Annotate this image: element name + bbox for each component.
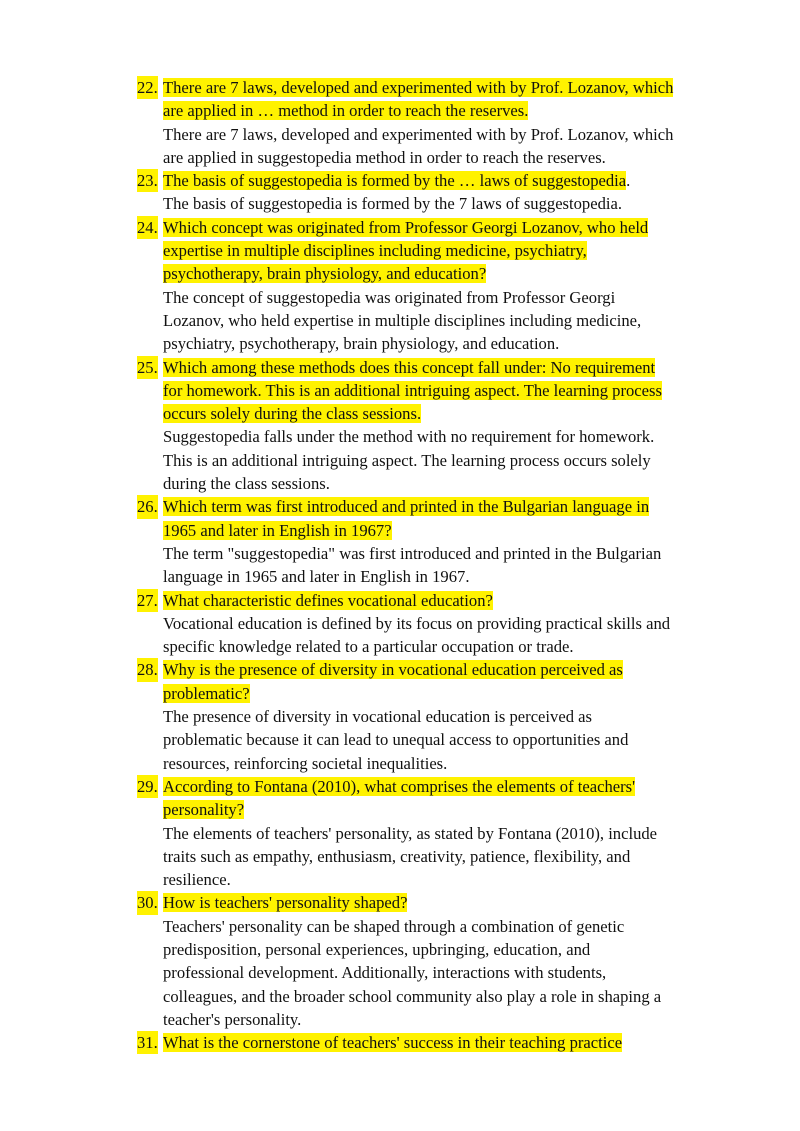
question-line xyxy=(163,891,747,914)
answer-line: The concept of suggestopedia was originated from Professor Georgi xyxy=(163,287,616,307)
answer-text xyxy=(163,425,747,495)
item-number: 27. xyxy=(137,589,158,612)
item-number: 30. xyxy=(137,891,158,914)
answer-line: during the class sessions. xyxy=(163,474,330,494)
highlighted-text: 1965 and later in English in 1967? xyxy=(163,520,392,540)
answer-text xyxy=(163,123,747,170)
highlighted-text: The basis of suggestopedia is formed by the … laws of suggestopedia xyxy=(163,171,627,191)
question-line xyxy=(163,775,747,798)
answer-line: psychiatry, psychotherapy, brain physiology, and education. xyxy=(163,334,560,354)
answer-text xyxy=(163,612,747,659)
item-number: 24. xyxy=(137,216,158,239)
question-line xyxy=(163,216,747,239)
item-number: 28. xyxy=(137,658,158,681)
answer-text xyxy=(163,822,747,892)
answer-line: teacher's personality. xyxy=(163,1009,302,1029)
answer-text xyxy=(163,286,747,356)
question-line xyxy=(163,589,747,612)
question-text xyxy=(163,1031,747,1054)
answer-line: The elements of teachers' personality, as stated by Fontana (2010), include xyxy=(163,823,658,843)
highlighted-text: psychotherapy, brain physiology, and education? xyxy=(163,264,487,284)
question-text xyxy=(163,495,747,542)
question-suffix: . xyxy=(626,171,631,191)
item-number: 22. xyxy=(137,76,158,99)
list-item xyxy=(137,891,747,1031)
highlighted-text: What characteristic defines vocational education? xyxy=(163,590,493,610)
answer-text xyxy=(163,542,747,589)
answer-text xyxy=(163,705,747,775)
highlighted-text: problematic? xyxy=(163,683,250,703)
list-item xyxy=(137,589,747,659)
question-line xyxy=(163,1031,747,1054)
question-line xyxy=(163,169,747,192)
highlighted-text: for homework. This is an additional intriguing aspect. The learning process xyxy=(163,380,662,400)
highlighted-text: occurs solely during the class sessions. xyxy=(163,404,422,424)
highlighted-text: personality? xyxy=(163,800,245,820)
list-item xyxy=(137,216,747,356)
question-line xyxy=(163,379,747,402)
answer-line: The presence of diversity in vocational education is perceived as xyxy=(163,707,592,727)
question-line xyxy=(163,682,747,705)
answer-line: are applied in suggestopedia method in order to reach the reserves. xyxy=(163,147,606,167)
answer-line: The basis of suggestopedia is formed by the 7 laws of suggestopedia. xyxy=(163,194,623,214)
answer-line: predisposition, personal experiences, upbringing, education, and xyxy=(163,939,591,959)
list-item xyxy=(137,169,747,216)
item-number: 25. xyxy=(137,356,158,379)
highlighted-text: Why is the presence of diversity in vocational education perceived as xyxy=(163,660,623,680)
question-text xyxy=(163,891,747,914)
question-list xyxy=(137,76,747,1054)
highlighted-text: Which concept was originated from Professor Georgi Lozanov, who held xyxy=(163,217,649,237)
answer-line: specific knowledge related to a particular occupation or trade. xyxy=(163,637,574,657)
question-line xyxy=(163,99,747,122)
highlighted-text: Which among these methods does this concept fall under: No requirement xyxy=(163,357,656,377)
answer-line: resources, reinforcing societal inequalities. xyxy=(163,753,448,773)
answer-line: language in 1965 and later in English in 1967. xyxy=(163,567,470,587)
highlighted-text: Which term was first introduced and printed in the Bulgarian language in xyxy=(163,497,650,517)
answer-line: professional development. Additionally, interactions with students, xyxy=(163,963,607,983)
item-number: 29. xyxy=(137,775,158,798)
question-line xyxy=(163,262,747,285)
highlighted-text: are applied in … method in order to reach the reserves. xyxy=(163,101,529,121)
answer-text xyxy=(163,192,747,215)
question-line xyxy=(163,239,747,262)
highlighted-text: What is the cornerstone of teachers' success in their teaching practice xyxy=(163,1033,623,1053)
item-number: 26. xyxy=(137,495,158,518)
answer-text xyxy=(163,915,747,1031)
question-line xyxy=(163,495,747,518)
list-item xyxy=(137,658,747,774)
answer-line: colleagues, and the broader school community also play a role in shaping a xyxy=(163,986,662,1006)
answer-line: Teachers' personality can be shaped through a combination of genetic xyxy=(163,916,625,936)
answer-line: Suggestopedia falls under the method with no requirement for homework. xyxy=(163,427,655,447)
answer-line: This is an additional intriguing aspect. The learning process occurs solely xyxy=(163,450,651,470)
answer-line: The term "suggestopedia" was first introduced and printed in the Bulgarian xyxy=(163,543,662,563)
question-text xyxy=(163,76,747,123)
answer-line: Vocational education is defined by its focus on providing practical skills and xyxy=(163,613,671,633)
question-text xyxy=(163,216,747,286)
answer-line: problematic because it can lead to unequal access to opportunities and xyxy=(163,730,629,750)
list-item xyxy=(137,76,747,169)
answer-line: traits such as empathy, enthusiasm, creativity, patience, flexibility, and xyxy=(163,846,631,866)
question-text xyxy=(163,658,747,705)
question-line xyxy=(163,519,747,542)
question-line xyxy=(163,798,747,821)
item-number: 23. xyxy=(137,169,158,192)
question-text xyxy=(163,775,747,822)
highlighted-text: According to Fontana (2010), what comprises the elements of teachers' xyxy=(163,776,636,796)
list-item xyxy=(137,495,747,588)
list-item xyxy=(137,356,747,496)
highlighted-text: expertise in multiple disciplines including medicine, psychiatry, xyxy=(163,241,587,261)
question-text xyxy=(163,169,747,192)
question-line xyxy=(163,658,747,681)
question-text xyxy=(163,589,747,612)
question-line xyxy=(163,356,747,379)
question-text xyxy=(163,356,747,426)
answer-line: There are 7 laws, developed and experimented with by Prof. Lozanov, which xyxy=(163,124,674,144)
answer-line: Lozanov, who held expertise in multiple disciplines including medicine, xyxy=(163,310,642,330)
item-number: 31. xyxy=(137,1031,158,1054)
question-line xyxy=(163,76,747,99)
list-item xyxy=(137,775,747,891)
question-line xyxy=(163,402,747,425)
answer-line: resilience. xyxy=(163,870,231,890)
highlighted-text: How is teachers' personality shaped? xyxy=(163,893,408,913)
list-item xyxy=(137,1031,747,1054)
highlighted-text: There are 7 laws, developed and experimented with by Prof. Lozanov, which xyxy=(163,78,674,97)
